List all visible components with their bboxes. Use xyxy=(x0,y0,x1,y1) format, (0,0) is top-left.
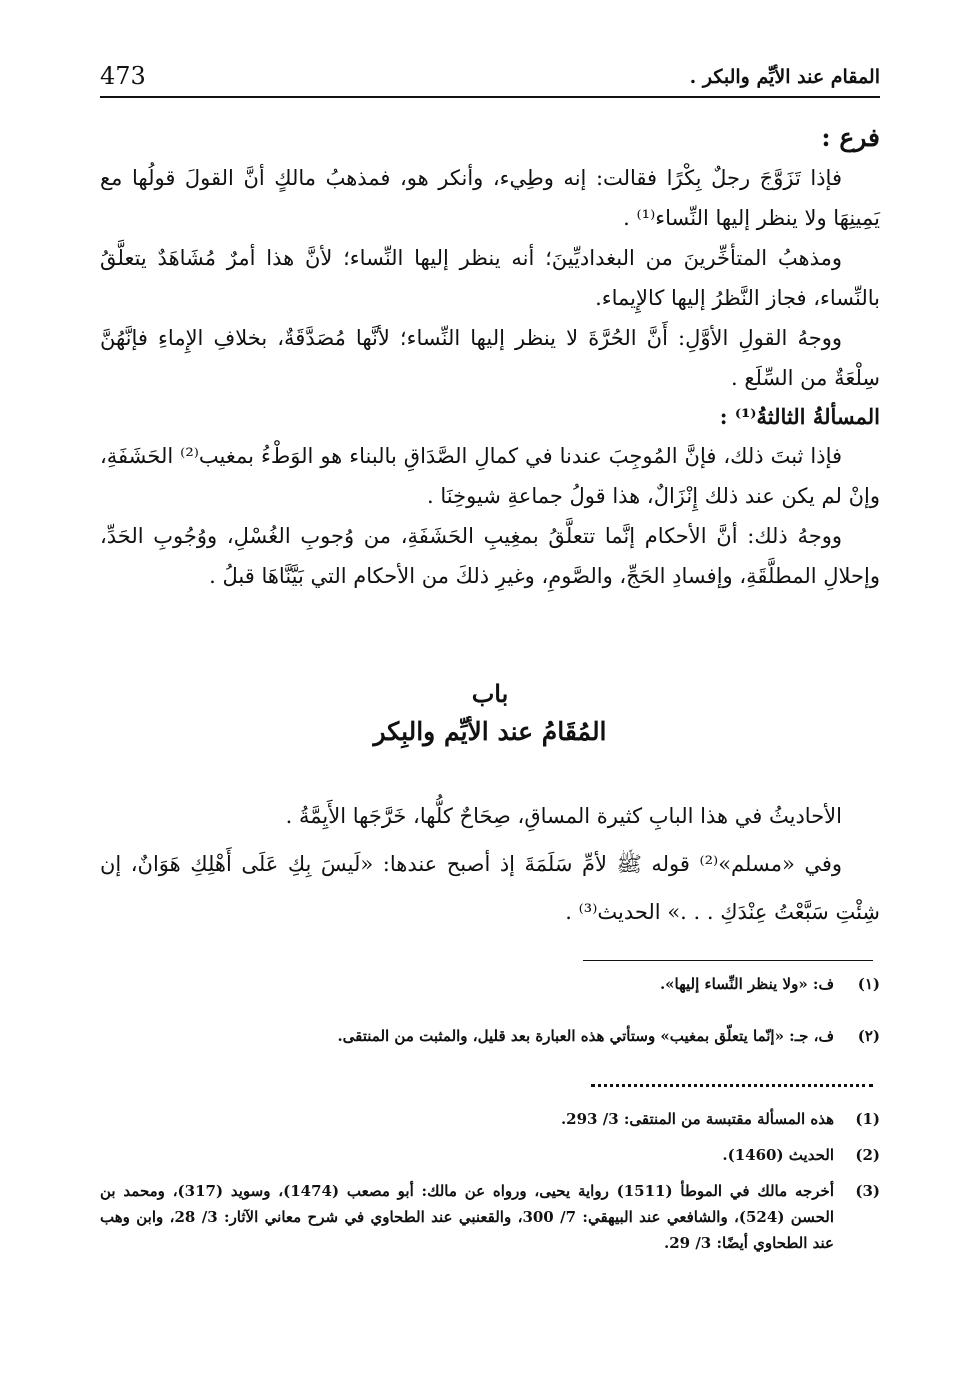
footnote-rule xyxy=(583,960,873,961)
subheading: المسألةُ الثالثةُ⁽¹⁾ : xyxy=(719,404,880,429)
chapter-heading xyxy=(100,676,880,752)
header-rule xyxy=(100,96,880,98)
footnote-number: (١) xyxy=(857,975,880,993)
paragraph: فإذا تَزَوَّجَ رجلٌ بِكْرًا فقالت: إنه وطِيء، وأنكر هو، فمذهبُ مالكٍ أنَّ القولَ قولُها مع يَمِينِهَا ولا ينظر إليها النِّساء⁽¹⁾ . xyxy=(100,166,880,230)
chapter-label: باب xyxy=(471,679,509,708)
footnote-number: (2) xyxy=(855,1146,880,1164)
footnote-number: (٢) xyxy=(857,1027,880,1045)
page-header xyxy=(100,60,880,96)
footnote-text: هذه المسألة مقتبسة من المنتقى: 3/ 293. xyxy=(560,1110,834,1128)
source-footnotes xyxy=(100,1106,880,1266)
footnote-number: (1) xyxy=(855,1110,880,1128)
footnote-text: الحديث (1460). xyxy=(722,1146,834,1164)
running-title: المقام عند الأيِّم والبكر . xyxy=(689,66,880,88)
paragraph: فإذا ثبتَ ذلك، فإنَّ المُوجِبَ عندنا في كمالِ الصَّدَاقِ بالبناء هو الوَطْءُ بمغيب⁽²⁾ الحَشَفَةِ، وإنْ لم يكن عند ذلك إِنْزَالٌ، هذا قولُ جماعةِ شيوخِنَا . xyxy=(100,444,880,508)
paragraph: الأحاديثُ في هذا البابِ كثيرة المساقِ، صِحَاحٌ كلُّها، خَرَّجَها الأَيِمَّةُ . xyxy=(285,804,842,828)
footnote xyxy=(100,1178,880,1256)
paragraph: ووجهُ ذلك: أنَّ الأحكام إنَّما تتعلَّقُ بمغِيبِ الحَشَفَةِ، من وُجوبِ الغُسْلِ، ووُجُوبِ الحَدِّ، وإحلالِ المطلَّقَةِ، وإفسادِ الحَجِّ، والصَّومِ، وغيرِ ذلكَ من الأحكام التي بَيَّنَّاهَا قبلُ . xyxy=(100,524,880,588)
footnote xyxy=(150,972,880,996)
footnote xyxy=(150,1024,880,1048)
footnote-text: أخرجه مالك في الموطأ (1511) رواية يحيى، ورواه عن مالك: أبو مصعب (1474)، وسويد (317)، ومحمد بن الحسن (524)، والشافعي عند البيهقي: 7/ 300، والقعنبي عند الطحاوي في شرح معاني الآثار: 3/ 28، وابن وهب عند الطحاوي أيضًا: 3/ 29. xyxy=(100,1182,835,1252)
editor-footnotes xyxy=(150,972,880,1076)
footnote-text: ف: «ولا ينظر النِّساء إليها». xyxy=(659,975,834,993)
section-label: فرع : xyxy=(821,123,880,152)
chapter-title: المُقَامُ عند الأيِّم والبِكر xyxy=(373,717,607,746)
paragraph: ووجهُ القولِ الأوَّلِ: أَنَّ الحُرَّةَ لا ينظر إليها النِّساء؛ لأنَّها مُصَدَّقَةٌ، بخلافِ الإِماءِ فإنَّهُنَّ سِلْعَةٌ من السِّلَع . xyxy=(100,326,880,390)
footnote-number: (3) xyxy=(855,1182,880,1200)
paragraph: ومذهبُ المتأخِّرينَ من البغداديِّينَ؛ أنه ينظر إليها النِّساء؛ لأنَّ هذا أمرٌ مُشَاهَدٌ يتعلَّقُ بالنِّساء، فجاز النَّظرُ إليها كالإِيماء. xyxy=(100,246,880,310)
dotted-separator xyxy=(591,1084,873,1087)
footnote xyxy=(100,1142,880,1168)
chapter-body xyxy=(100,792,880,936)
page-number: 473 xyxy=(100,62,146,90)
footnote xyxy=(100,1106,880,1132)
section-body xyxy=(100,118,880,596)
footnote-text: ف، جـ: «إنّما يتعلّق بمغيب» وستأتي هذه العبارة بعد قليل، والمثبت من المنتقى. xyxy=(337,1027,834,1045)
paragraph: وفي «مسلم»⁽²⁾ قوله ﷺ لأمِّ سَلَمَةَ إذ أصبح عندها: «لَيسَ بِكِ عَلَى أَهْلِكِ هَوَانٌ، إن شِئْتِ سَبَّعْتُ عِنْدَكِ . . .» الحديث⁽³⁾ . xyxy=(100,852,880,924)
